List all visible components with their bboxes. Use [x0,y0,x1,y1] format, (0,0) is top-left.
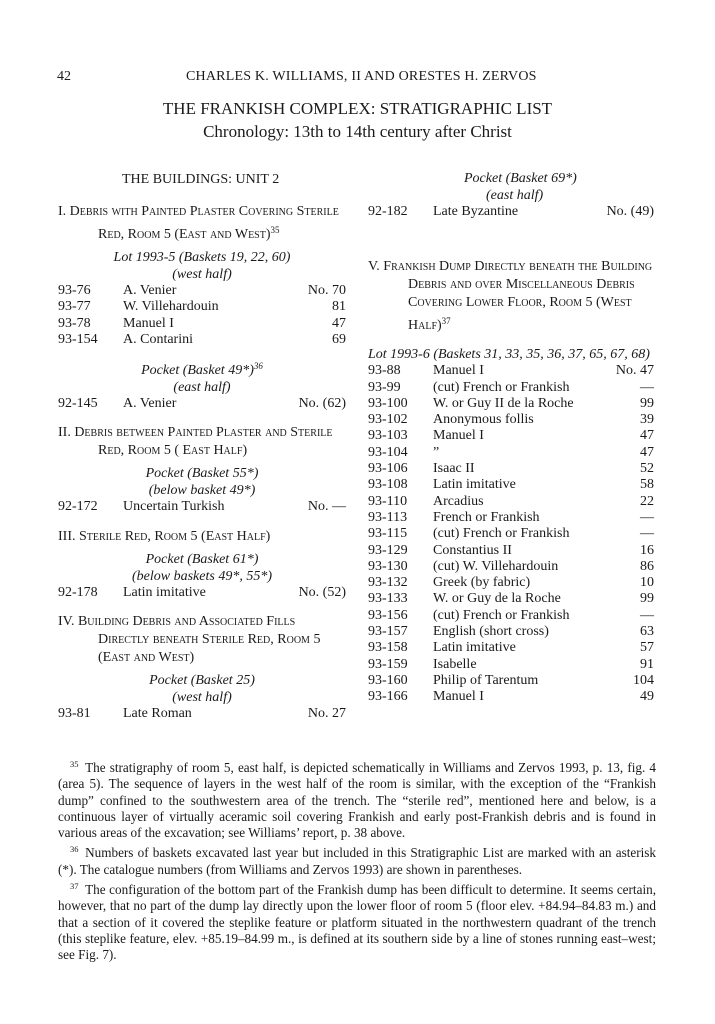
coin-name: Latin imitative [433,477,516,493]
footnote-mark: 36 [70,844,79,855]
inventory-number: 93-88 [368,363,401,379]
coin-name: ” [433,444,440,460]
inventory-number: 93-156 [368,607,408,623]
coin-name: Constantius II [433,542,512,558]
footnote-text: The configuration of the bottom part of the Frankish dump has been difficult to determine. It seems certain, however, that no part of the dump lay directly upon the lower floor of room 5 (floor elev. +84.94–84.83 m.) and that a section of it covered the steplike feature or platform situated in the northwestern quadrant of the trench (this steplike feature, elev. +85.19–84.99 m., is defined at its southern side by a line of stones running east–west; see Fig. 7). [58,882,656,963]
coin-name: (cut) W. Villehardouin [433,558,559,574]
inventory-number: 93-132 [368,575,408,591]
coin-name: Isaac II [433,461,475,477]
coin-name: (cut) French or Frankish [433,607,570,623]
inventory-number: 93-104 [368,444,408,460]
catalogue-number: 81 [332,299,346,315]
inventory-number: 93-99 [368,379,401,395]
catalogue-number: — [640,526,654,542]
catalogue-number: 69 [332,331,346,347]
table-row [368,657,654,673]
catalogue-number: No. (62) [298,396,346,412]
subheading: Pocket (Basket 25) [149,673,255,689]
page-title: THE FRANKISH COMPLEX: STRATIGRAPHIC LIST [162,99,553,118]
catalogue-number: 57 [640,640,654,656]
table-row [368,461,654,477]
table-row [58,585,346,601]
coin-name: Philip of Tarentum [433,672,539,688]
subheading: (west half) [172,690,232,706]
inventory-number: 93-106 [368,461,408,477]
inventory-number: 93-103 [368,428,408,444]
catalogue-number: 86 [640,558,654,574]
table-row [368,396,654,412]
subheading: (below baskets 49*, 55*) [132,568,272,584]
table-row [368,608,654,624]
coin-name: (cut) French or Frankish [433,526,570,542]
catalogue-number: 104 [633,672,654,688]
catalogue-number: 63 [640,624,654,640]
subheading [58,358,346,379]
inventory-number: 93-160 [368,672,408,688]
page-subtitle: Chronology: 13th to 14th century after Christ [203,122,512,141]
catalogue-number: — [640,379,654,395]
coin-name: A. Contarini [123,331,193,347]
coin-name: Greek (by fabric) [433,575,531,591]
catalogue-number: 39 [640,412,654,428]
catalogue-number: — [640,607,654,623]
lot-line: Lot 1993-6 (Baskets 31, 33, 35, 36, 37, 65, 67, 68) [368,347,650,363]
footnote-mark: 37 [70,881,79,892]
table-row [58,316,346,332]
footnote [58,841,656,878]
table-row [368,510,654,526]
table-row [58,706,346,722]
catalogue-number: 49 [640,689,654,705]
catalogue-number: 47 [332,315,346,331]
coin-name: Manuel I [433,689,484,705]
catalogue-number: No. 70 [307,283,346,298]
coin-name: W. or Guy II de la Roche [433,395,574,411]
table-row [58,299,346,315]
catalogue-number: 99 [640,591,654,607]
right-rows [368,363,654,705]
coin-name: French or Frankish [433,509,540,525]
footnote [58,756,656,841]
catalogue-number: 99 [640,395,654,411]
inventory-number: 93-76 [58,283,91,298]
table-row [368,477,654,493]
footnote-mark: 35 [70,759,79,769]
coin-name: Manuel I [433,363,484,379]
coin-name: Uncertain Turkish [123,499,225,515]
coin-name: A. Venier [123,396,177,412]
right-top-rows [368,204,654,220]
table-row [368,689,654,705]
coin-name: Isabelle [433,656,477,672]
catalogue-number: No. (49) [606,204,654,219]
coin-name: Latin imitative [123,584,206,600]
left-sections [58,203,346,734]
subheading: (east half) [173,380,231,396]
subheading: Lot 1993-5 (Baskets 19, 22, 60) [113,250,291,265]
table-row [58,499,346,515]
subheading: Pocket (Basket 61*) [145,551,259,567]
table-row [368,624,654,640]
catalogue-number: 22 [640,493,654,509]
table-row [368,445,654,461]
inventory-number: 93-157 [368,624,408,640]
table-row [368,673,654,689]
coin-name: (cut) French or Frankish [433,379,570,395]
table-row [368,412,654,428]
catalogue-number: No. (52) [298,584,346,600]
coin-name: Latin imitative [433,640,516,656]
page-number: 42 [57,69,71,84]
footnote-text: Numbers of baskets excavated last year but included in this Stratigraphic List are marked with an asterisk (*). The catalogue numbers (from Williams and Zervos 1993) are shown in parentheses. [58,845,656,877]
coin-name: W. or Guy de la Roche [433,591,561,607]
catalogue-number: 16 [640,542,654,558]
footnote [58,878,656,963]
catalogue-number: 10 [640,575,654,591]
table-row [368,575,654,591]
section-heading [58,528,346,546]
right-column [368,170,654,706]
inventory-number: 93-130 [368,558,408,574]
inventory-number: 93-110 [368,493,408,509]
section-heading-text: II. Debris between Painted Plaster and Sterile Red, Room 5 ( East Half) [58,425,333,459]
inventory-number: 93-81 [58,706,91,722]
table-row [368,526,654,542]
subheading-text: Pocket (Basket 49*) [141,363,254,379]
table-row [368,591,654,607]
table-row [368,543,654,559]
coin-name: A. Venier [123,283,177,298]
table-row [368,559,654,575]
coin-name: Late Roman [123,706,192,722]
coin-name: Late Byzantine [433,204,519,219]
coin-name: Arcadius [433,493,484,509]
footnote-ref: 35 [270,225,280,235]
inventory-number: 92-145 [58,396,98,412]
spacer [58,722,346,734]
left-column [58,170,346,734]
catalogue-number: No. 27 [307,706,346,722]
subheading: (west half) [172,267,232,282]
inventory-number: 93-100 [368,395,408,411]
inventory-number: 92-172 [58,499,98,515]
inventory-number: 93-78 [58,315,91,331]
inventory-number: 93-115 [368,526,408,542]
running-head: CHARLES K. WILLIAMS, II AND ORESTES H. ZERVOS [186,69,537,84]
unit-heading: THE BUILDINGS: UNIT 2 [122,172,280,187]
inventory-number: 93-154 [58,331,98,347]
table-row [368,363,654,379]
spacer [58,412,346,424]
section-heading-v: V. Frankish Dump Directly beneath the Building Debris and over Miscellaneous Debris Covering Lower Floor, Room 5 (West Half)$^{37}$ [368,259,653,334]
coin-name: Manuel I [123,315,174,331]
subheading: Pocket (Basket 55*) [145,466,259,482]
footnotes [58,756,656,964]
coin-name: Anonymous follis [433,412,534,428]
table-row [58,283,346,299]
table-row [368,428,654,444]
catalogue-number: — [640,509,654,525]
inventory-number: 92-178 [58,584,98,600]
inventory-number: 93-108 [368,477,408,493]
section-heading-text: IV. Building Debris and Associated Fills Directly beneath Sterile Red, Room 5 (East and West) [58,614,321,666]
table-row [368,380,654,396]
footnote-text: The stratigraphy of room 5, east half, is depicted schematically in Williams and Zervos 1993, p. 13, fig. 4 (area 5). The sequence of layers in the west half of the room is similar, with the exception of the “Frankish dump” confined to the southwestern area of the trench. The “sterile red”, mentioned here and below, is a continuous layer of virtually aceramic soil covering Frankish and early post-Frankish debris and is found in various areas of the excavation; see Williams’ report, p. 38 above. [58,760,656,841]
inventory-number: 93-159 [368,656,408,672]
table-row [368,204,654,220]
section-heading-text: I. Debris with Painted Plaster Covering Sterile Red, Room 5 (East and West) [58,204,339,242]
catalogue-number: No. 47 [615,363,654,379]
spacer [58,601,346,613]
coin-name: English (short cross) [433,624,549,640]
spacer [58,516,346,528]
inventory-number: 93-133 [368,591,408,607]
table-row [368,640,654,656]
inventory-number: 93-102 [368,412,408,428]
inventory-number: 93-166 [368,689,408,705]
subheading: (below basket 49*) [148,483,256,499]
inventory-number: 93-158 [368,640,408,656]
coin-name: Manuel I [433,428,484,444]
inventory-number: 93-77 [58,299,91,315]
coin-name: W. Villehardouin [123,299,219,315]
catalogue-number: 47 [640,428,654,444]
section-heading [58,613,346,667]
table-row [368,494,654,510]
section-heading [58,203,346,244]
table-row [58,396,346,412]
inventory-number: 93-129 [368,542,408,558]
catalogue-number: 47 [640,444,654,460]
section-heading-text: III. Sterile Red, Room 5 (East Half) [58,528,271,544]
right-top-subheading-2: (east half) [486,188,544,203]
footnote-ref: 36 [253,361,263,372]
section-heading [58,424,346,460]
catalogue-number: No. — [307,499,346,515]
inventory-number: 93-113 [368,509,408,525]
catalogue-number: 58 [640,477,654,493]
catalogue-number: 52 [640,461,654,477]
inventory-number: 92-182 [368,204,408,219]
catalogue-number: 91 [640,656,654,672]
table-row [58,332,346,348]
right-top-subheading-1: Pocket (Basket 69*) [464,171,577,186]
